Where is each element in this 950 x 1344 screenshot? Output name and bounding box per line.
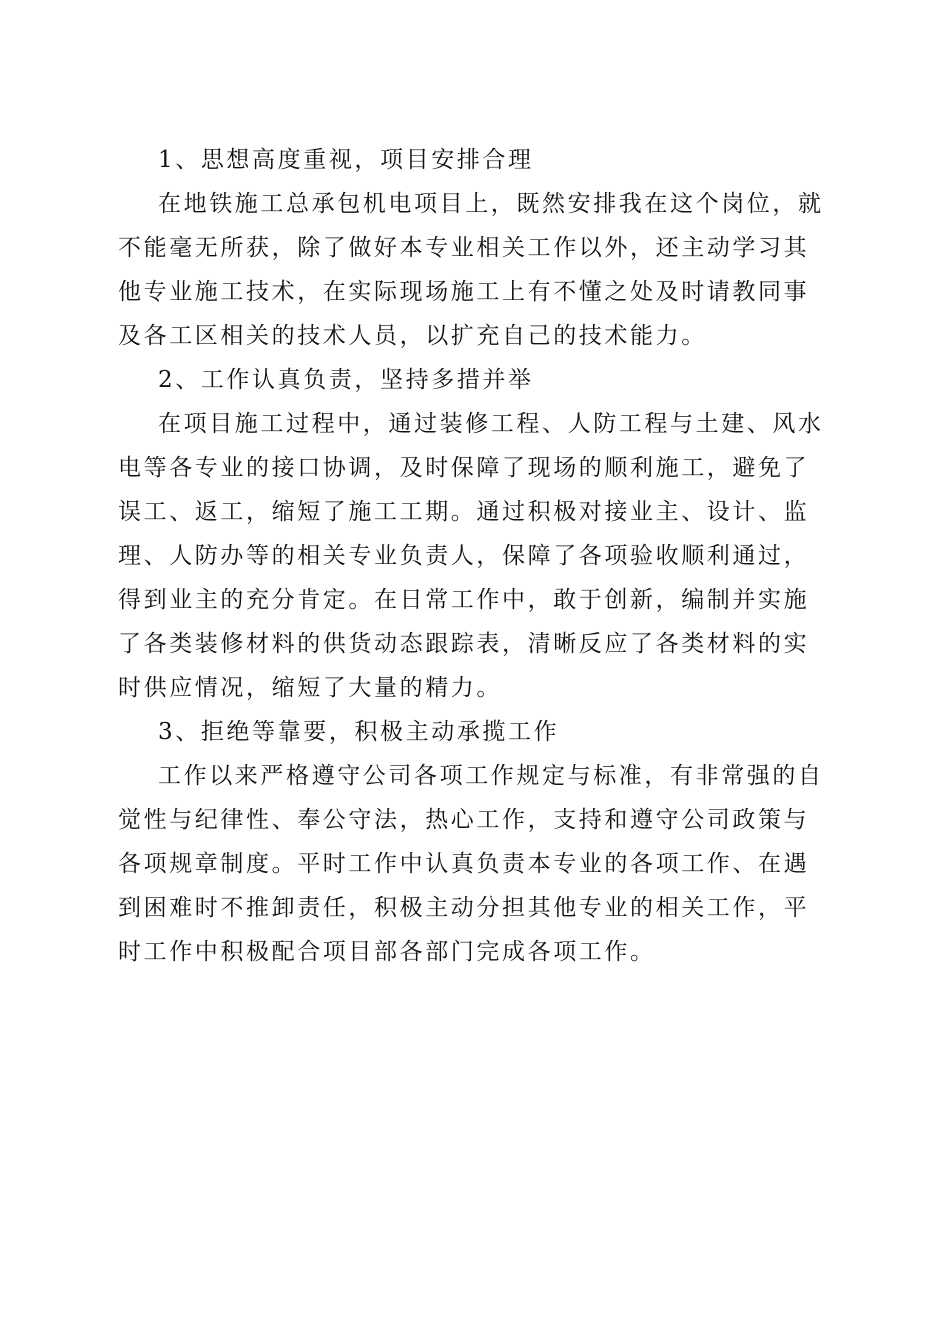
section-3: [118, 710, 823, 974]
paragraph-line: 在项目施工过程中，通过装修工程、人防工程与土建、风水: [158, 411, 824, 437]
paragraph-line: 时供应情况，缩短了大量的精力。: [118, 675, 502, 701]
paragraph-line: 工作以来严格遵守公司各项工作规定与标准，有非常强的自: [158, 763, 824, 789]
paragraph-line: 在地铁施工总承包机电项目上，既然安排我在这个岗位，就: [158, 191, 824, 217]
paragraph-line: 他专业施工技术，在实际现场施工上有不懂之处及时请教同事: [118, 279, 810, 305]
paragraph-line: 不能毫无所获，除了做好本专业相关工作以外，还主动学习其: [118, 235, 810, 261]
section-1: [118, 138, 823, 358]
paragraph-line: 及各工区相关的技术人员，以扩充自己的技术能力。: [118, 323, 707, 349]
section-2: [118, 358, 823, 710]
paragraph-line: 了各类装修材料的供货动态跟踪表，清晰反应了各类材料的实: [118, 631, 810, 657]
paragraph-line: 觉性与纪律性、奉公守法，热心工作，支持和遵守公司政策与: [118, 807, 810, 833]
paragraph-line: 得到业主的充分肯定。在日常工作中，敢于创新，编制并实施: [118, 587, 810, 613]
section-heading: 1、思想高度重视，项目安排合理: [158, 147, 534, 173]
paragraph-line: 时工作中积极配合项目部各部门完成各项工作。: [118, 939, 656, 965]
paragraph-line: 各项规章制度。平时工作中认真负责本专业的各项工作、在遇: [118, 851, 810, 877]
paragraph-line: 电等各专业的接口协调，及时保障了现场的顺利施工，避免了: [118, 455, 810, 481]
paragraph-line: 到困难时不推卸责任，积极主动分担其他专业的相关工作，平: [118, 895, 810, 921]
paragraph-line: 理、人防办等的相关专业负责人，保障了各项验收顺利通过，: [118, 543, 810, 569]
section-heading: 2、工作认真负责，坚持多措并举: [158, 367, 534, 393]
section-heading: 3、拒绝等靠要，积极主动承揽工作: [158, 719, 560, 745]
document-page: [118, 138, 823, 974]
paragraph-line: 误工、返工，缩短了施工工期。通过积极对接业主、设计、监: [118, 499, 810, 525]
